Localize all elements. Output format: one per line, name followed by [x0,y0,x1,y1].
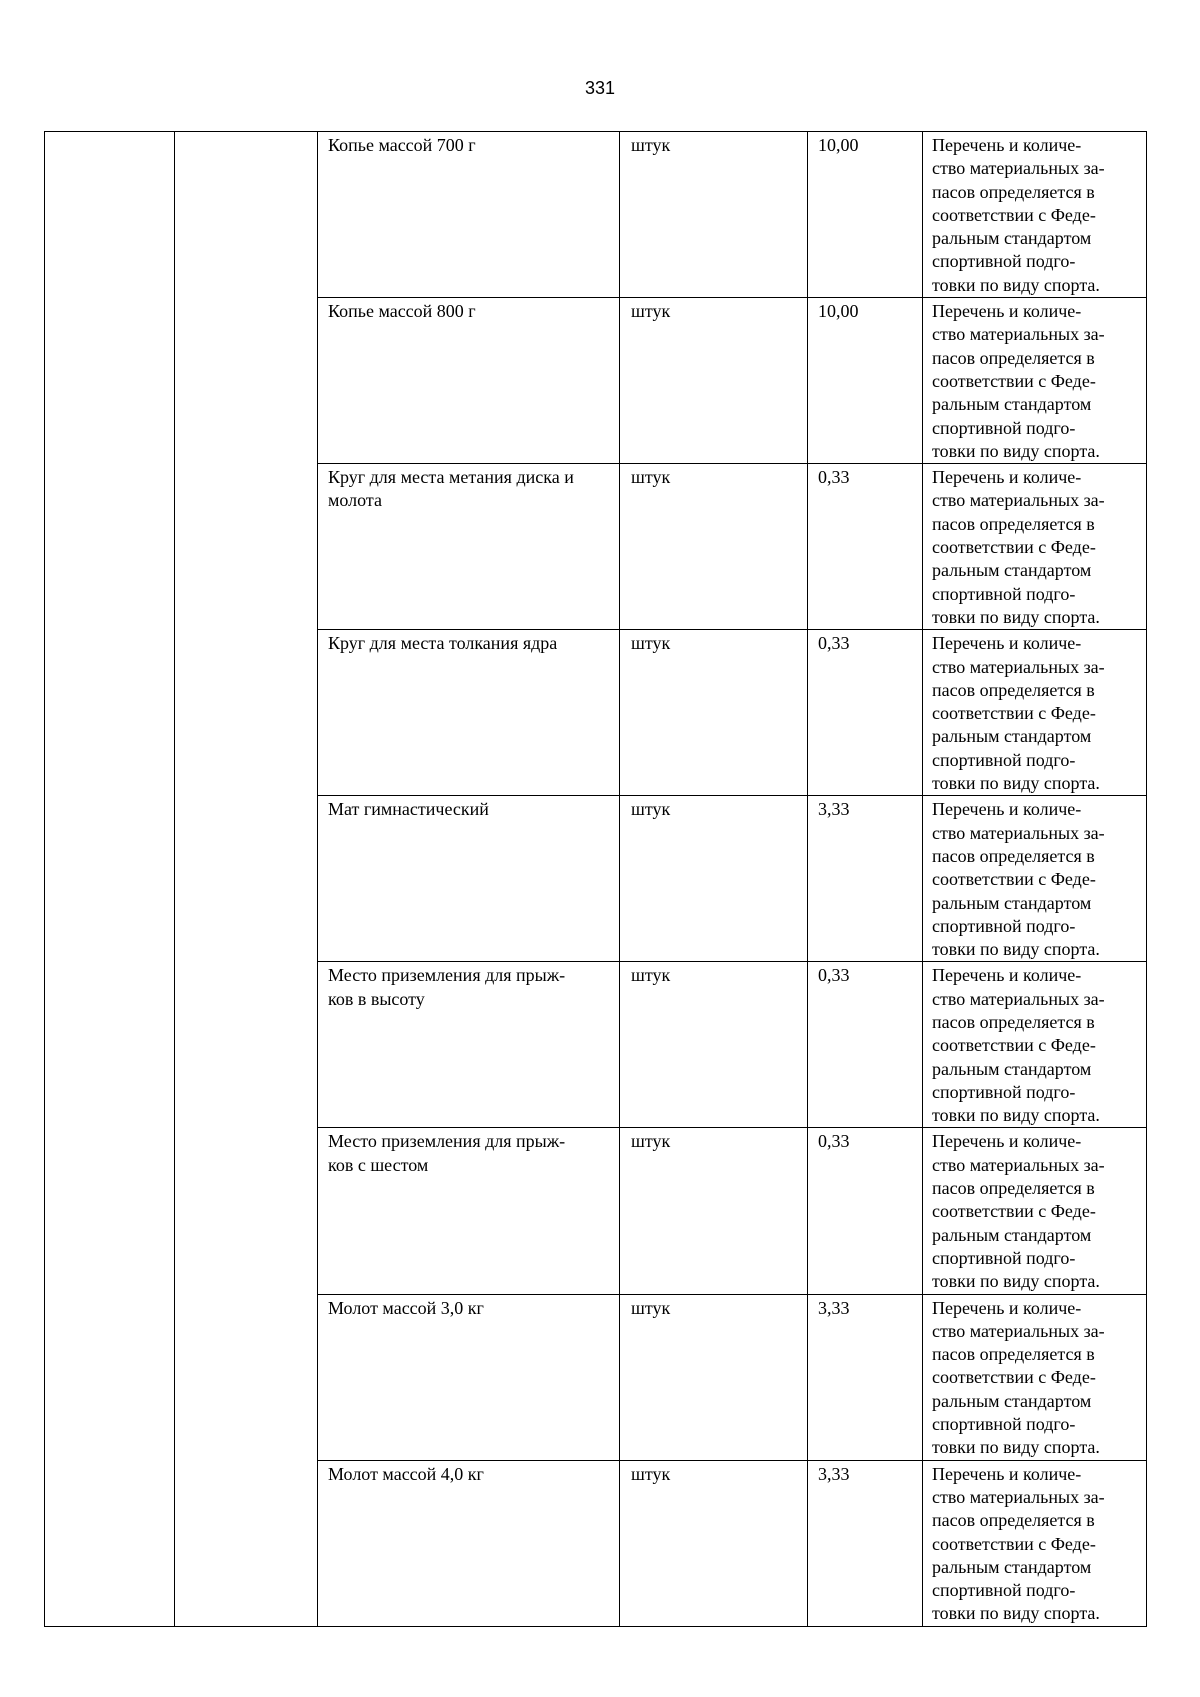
quantity: 3,33 [818,1463,850,1484]
note: Перечень и количе- ство материальных за- пасов определяется в соответствии с Феде- ральным стандартом спортивной подго- товки по виду спорта. [932,633,1105,794]
quantity: 10,00 [818,135,859,155]
note: Перечень и количе- ство материальных за- пасов определяется в соответствии с Феде- ральным стандартом спортивной подго- товки по виду спорта. [932,1131,1105,1292]
item-name: Мат гимнастический [328,799,489,820]
quantity-cell [808,1460,923,1626]
item-name: Копье массой 800 г [328,301,476,322]
merged-cell-section [175,132,318,1627]
item-name-cell [318,1294,620,1460]
note: Перечень и количе- ство материальных за- пасов определяется в соответствии с Феде- ральным стандартом спортивной подго- товки по виду спорта. [932,467,1105,627]
note: Перечень и количе- ство материальных за- пасов определяется в соответствии с Феде- ральным стандартом спортивной подго- товки по виду спорта. [932,301,1105,461]
unit: штук [631,467,671,488]
unit-cell [620,132,808,298]
note: Перечень и количе- ство материальных за- пасов определяется в соответствии с Феде- ральным стандартом спортивной подго- товки по виду спорта. [932,1297,1105,1458]
unit: штук [631,1131,671,1152]
unit-cell [620,298,808,464]
item-name: Место приземления для прыж- ков с шестом [328,1131,566,1175]
note: Перечень и количе- ство материальных за- пасов определяется в соответствии с Феде- ральным стандартом спортивной подго- товки по виду спорта. [932,135,1105,295]
equipment-table [44,131,1147,1627]
item-name-cell [318,962,620,1128]
note-cell [923,630,1147,796]
item-name-cell [318,1128,620,1294]
unit-cell [620,464,808,630]
quantity: 3,33 [818,1297,850,1318]
quantity-cell [808,630,923,796]
note-cell [923,1128,1147,1294]
quantity: 10,00 [818,301,859,322]
unit: штук [631,1463,671,1484]
unit: штук [631,799,671,820]
note: Перечень и количе- ство материальных за- пасов определяется в соответствии с Феде- ральным стандартом спортивной подго- товки по виду спорта. [932,799,1105,960]
quantity-cell [808,464,923,630]
item-name-cell [318,132,620,298]
item-name: Место приземления для прыж- ков в высоту [328,965,566,1009]
unit-cell [620,1460,808,1626]
unit: штук [631,301,671,322]
note-cell [923,1294,1147,1460]
quantity: 3,33 [818,799,850,820]
item-name-cell [318,796,620,962]
unit: штук [631,633,671,654]
note-cell [923,464,1147,630]
quantity: 0,33 [818,965,850,986]
quantity-cell [808,962,923,1128]
item-name: Молот массой 3,0 кг [328,1297,484,1318]
item-name-cell [318,630,620,796]
unit: штук [631,135,671,155]
quantity: 0,33 [818,1131,850,1152]
note-cell [923,962,1147,1128]
note-cell [923,796,1147,962]
unit-cell [620,1128,808,1294]
unit-cell [620,630,808,796]
quantity-cell [808,1294,923,1460]
page-number: 331 [584,78,616,98]
note-cell [923,298,1147,464]
quantity-cell [808,796,923,962]
quantity-cell [808,132,923,298]
note: Перечень и количе- ство материальных за- пасов определяется в соответствии с Феде- ральным стандартом спортивной подго- товки по виду спорта. [932,965,1105,1126]
merged-cell-number [45,132,175,1627]
note-cell [923,1460,1147,1626]
unit-cell [620,962,808,1128]
item-name-cell [318,298,620,464]
item-name: Копье массой 700 г [328,135,476,155]
item-name: Круг для места метания диска и молота [328,467,574,511]
quantity-cell [808,1128,923,1294]
note-cell [923,132,1147,298]
item-name: Молот массой 4,0 кг [328,1463,484,1484]
table-row [45,132,1147,298]
quantity: 0,33 [818,467,850,488]
item-name: Круг для места толкания ядра [328,633,558,654]
table-body [45,132,1147,1627]
item-name-cell [318,1460,620,1626]
item-name-cell [318,464,620,630]
unit: штук [631,1297,671,1318]
quantity-cell [808,298,923,464]
quantity: 0,33 [818,633,850,654]
unit-cell [620,1294,808,1460]
note: Перечень и количе- ство материальных за- пасов определяется в соответствии с Феде- ральным стандартом спортивной подго- товки по виду спорта. [932,1463,1105,1624]
unit: штук [631,965,671,986]
unit-cell [620,796,808,962]
